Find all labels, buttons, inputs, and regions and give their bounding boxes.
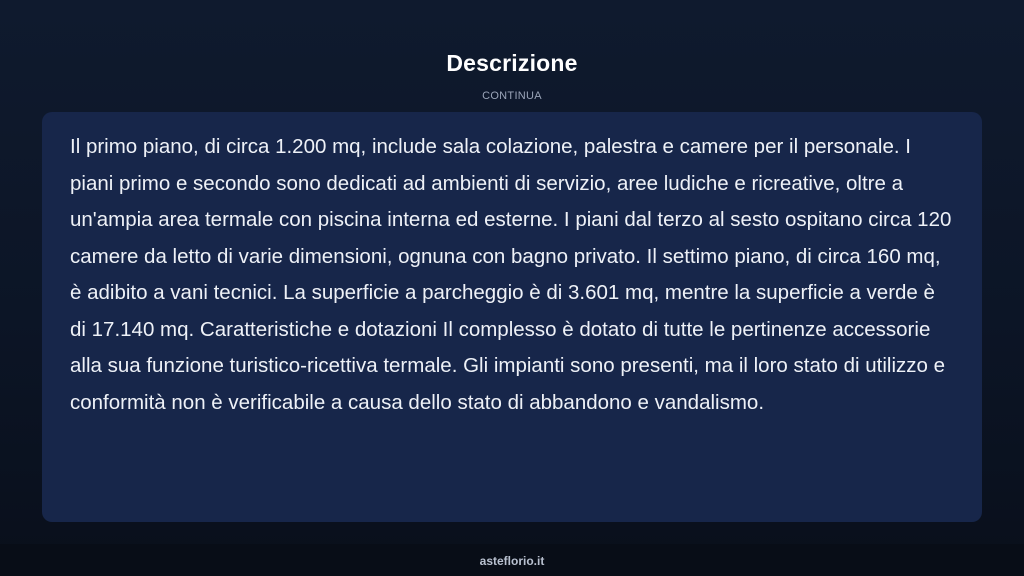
description-card	[42, 112, 982, 522]
description-text: Il primo piano, di circa 1.200 mq, include sala colazione, palestra e camere per il personale. I piani primo e secondo sono dedicati ad ambienti di servizio, aree ludiche e ricreative, oltre a un'ampia area termale con piscina interna ed esterne. I piani dal terzo al sesto ospitano circa 120 camere da letto di varie dimensioni, ognuna con bagno privato. Il settimo piano, di circa 160 mq, è adibito a vani tecnici. La superficie a parcheggio è di 3.601 mq, mentre la superficie a verde è di 17.140 mq. Caratteristiche e dotazioni Il complesso è dotato di tutte le pertinenze accessorie alla sua funzione turistico-ricettiva termale. Gli impianti sono presenti, ma il loro stato di utilizzo e conformità non è verificabile a causa dello stato di abbandono e vandalismo.	[70, 135, 952, 414]
footer-bar	[0, 544, 1024, 576]
page-subtitle: CONTINUA	[482, 90, 542, 102]
footer-site-label: asteflorio.it	[479, 554, 545, 568]
page-title: Descrizione	[446, 50, 578, 76]
